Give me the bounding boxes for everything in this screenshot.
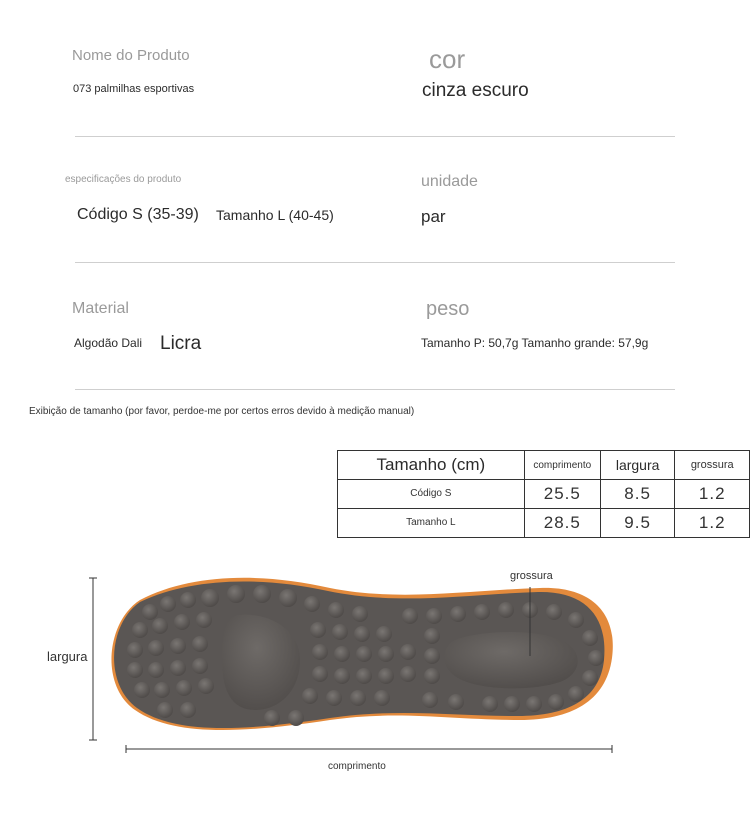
divider [75, 136, 675, 137]
product-name-label: Nome do Produto [72, 47, 190, 64]
weight-value: Tamanho P: 50,7g Tamanho grande: 57,9g [421, 336, 649, 350]
size-table [337, 450, 750, 538]
material-value-1: Algodão Dali [74, 336, 143, 350]
product-name-value: 073 palmilhas esportivas [73, 83, 195, 95]
table-cell: 28.5 [524, 509, 600, 538]
material-label: Material [72, 300, 129, 317]
divider [75, 262, 675, 263]
table-header: grossura [675, 451, 750, 480]
weight-label: peso [426, 298, 470, 320]
table-cell: 25.5 [524, 480, 600, 509]
table-cell: 1.2 [675, 509, 750, 538]
width-label: largura [47, 649, 88, 664]
table-row [338, 509, 750, 538]
table-row-label: Tamanho L [338, 509, 525, 538]
table-header-row [338, 451, 750, 480]
table-row-label: Código S [338, 480, 525, 509]
color-value: cinza escuro [422, 80, 529, 101]
table-header: comprimento [524, 451, 600, 480]
unit-label: unidade [421, 173, 478, 190]
length-label: comprimento [328, 761, 386, 772]
divider [75, 389, 675, 390]
heel-pad [444, 632, 578, 688]
spec-l: Tamanho L (40-45) [216, 207, 334, 223]
color-label: cor [429, 44, 466, 74]
specs-label: especificações do produto [65, 174, 182, 185]
insole-diagram [0, 560, 750, 790]
unit-value: par [421, 207, 446, 226]
spec-s: Código S (35-39) [77, 206, 199, 223]
size-display-note: Exibição de tamanho (por favor, perdoe-me por certos erros devido à medição manual) [29, 406, 415, 417]
table-header: largura [600, 451, 675, 480]
table-cell: 9.5 [600, 509, 675, 538]
table-header: Tamanho (cm) [338, 451, 525, 480]
thickness-label: grossura [510, 570, 553, 582]
table-row [338, 480, 750, 509]
table-cell: 1.2 [675, 480, 750, 509]
table-cell: 8.5 [600, 480, 675, 509]
material-value-2: Licra [160, 333, 202, 354]
